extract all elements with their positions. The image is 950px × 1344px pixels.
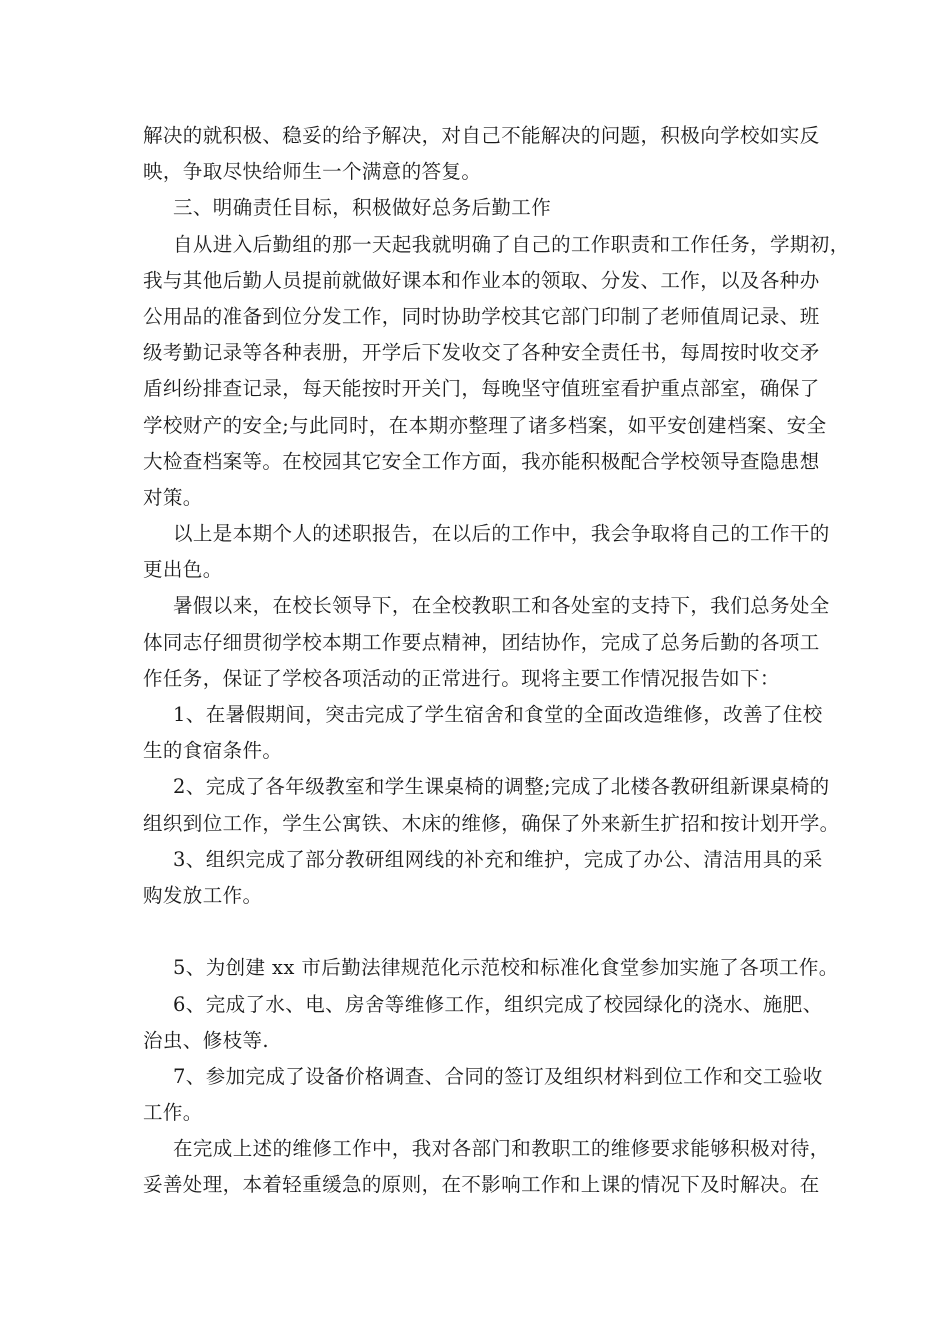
text-line: 体同志仔细贯彻学校本期工作要点精神，团结协作，完成了总务后勤的各项工 (143, 630, 820, 654)
text-line: 对策。 (143, 485, 203, 509)
text-line: 暑假以来，在校长领导下，在全校教职工和各处室的支持下，我们总务处全 (173, 594, 830, 618)
list-item: 3、组织完成了部分教研组网线的补充和维护，完成了办公、清洁用具的采 (173, 847, 823, 871)
text-line: 以上是本期个人的述职报告，在以后的工作中，我会争取将自己的工作干的 (173, 522, 830, 546)
document-body (143, 118, 850, 1204)
blank-line (143, 914, 815, 950)
list-item: 6、完成了水、电、房舍等维修工作，组织完成了校园绿化的浇水、施肥、 (173, 992, 823, 1016)
text-line: 作任务，保证了学校各项活动的正常进行。现将主要工作情况报告如下： (143, 666, 780, 690)
section-heading: 三、明确责任目标，积极做好总务后勤工作 (173, 196, 552, 220)
text-line: 自从进入后勤组的那一天起我就明确了自己的工作职责和工作任务，学期初， (173, 232, 850, 256)
text-line: 盾纠纷排查记录，每天能按时开关门，每晚坚守值班室看护重点部室，确保了 (143, 377, 820, 401)
text-line: 更出色。 (143, 558, 223, 582)
text-line: 级考勤记录等各种表册，开学后下发收交了各种安全责任书，每周按时收交矛 (143, 341, 820, 365)
text-line: 大检查档案等。在校园其它安全工作方面，我亦能积极配合学校领导查隐患想 (143, 449, 820, 473)
list-item: 5、为创建 xx 市后勤法律规范化示范校和标准化食堂参加实施了各项工作。 (173, 956, 839, 980)
text-line: 组织到位工作，学生公寓铁、木床的维修，确保了外来新生扩招和按计划开学。 (143, 811, 840, 835)
text-line: 生的食宿条件。 (143, 739, 283, 763)
text-line: 工作。 (143, 1101, 203, 1125)
list-item: 2、完成了各年级教室和学生课桌椅的调整;完成了北楼各教研组新课桌椅的 (173, 775, 830, 799)
text-line: 公用品的准备到位分发工作，同时协助学校其它部门印制了老师值周记录、班 (143, 304, 820, 328)
text-line: 我与其他后勤人员提前就做好课本和作业本的领取、分发、工作，以及各种办 (143, 268, 820, 292)
text-line: 映，争取尽快给师生一个满意的答复。 (143, 160, 482, 184)
text-line: 解决的就积极、稳妥的给予解决，对自己不能解决的问题，积极向学校如实反 (143, 124, 820, 147)
text-line: 购发放工作。 (143, 883, 263, 907)
text-line: 妥善处理，本着轻重缓急的原则，在不影响工作和上课的情况下及时解决。在 (143, 1173, 820, 1197)
text-line: 治虫、修枝等. (143, 1028, 269, 1052)
list-item: 1、在暑假期间，突击完成了学生宿舍和食堂的全面改造维修，改善了住校 (173, 703, 823, 726)
list-item: 7、参加完成了设备价格调查、合同的签订及组织材料到位工作和交工验收 (173, 1064, 823, 1088)
text-line: 学校财产的安全;与此同时，在本期亦整理了诸多档案，如平安创建档案、安全 (143, 413, 827, 437)
text-line: 在完成上述的维修工作中，我对各部门和教职工的维修要求能够积极对待， (173, 1137, 830, 1161)
